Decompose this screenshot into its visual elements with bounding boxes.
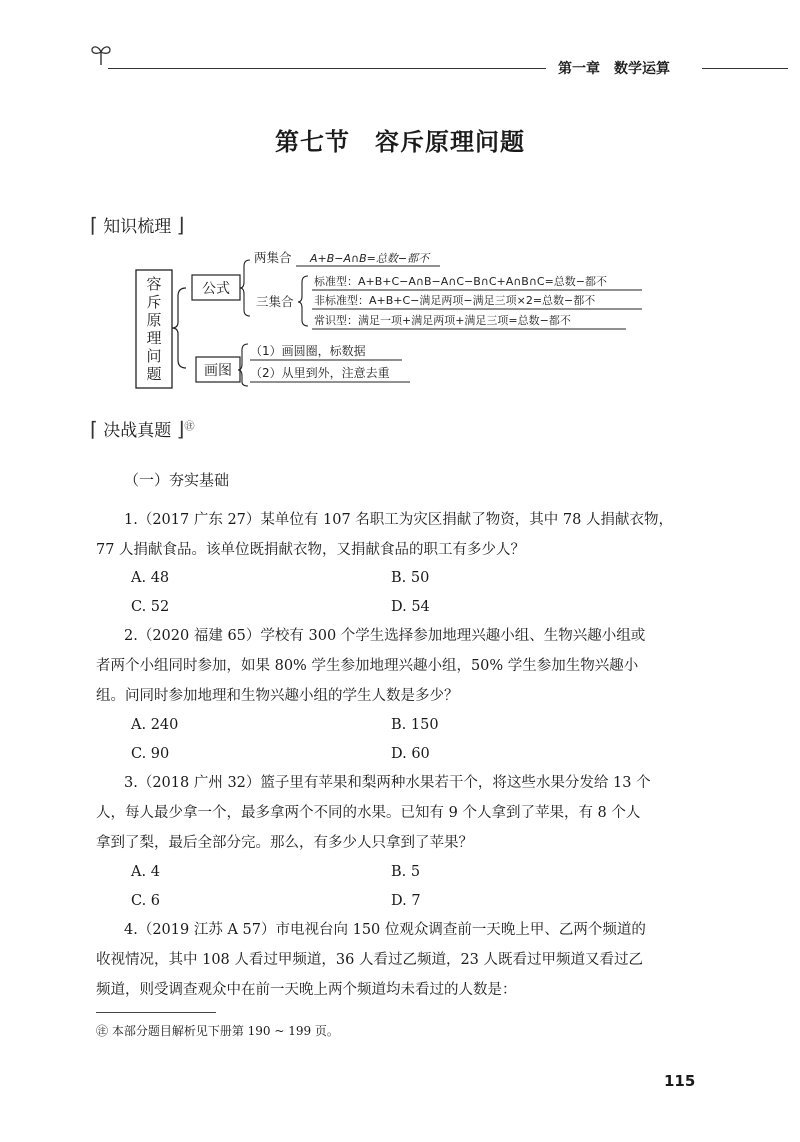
root-char: 理 xyxy=(146,329,162,347)
question-line: 频道，则受调查观众中在前一天晚上两个频道均未看过的人数是： xyxy=(96,982,517,998)
option-a: A. 48 xyxy=(131,570,170,586)
formula-brace xyxy=(240,260,250,316)
option-d: D. 54 xyxy=(391,599,430,615)
root-char: 斥 xyxy=(146,293,162,311)
page-title: 第七节 容斥原理问题 xyxy=(275,128,525,156)
option-b: B. 50 xyxy=(391,570,430,586)
question-line: 1.（2017 广东 27）某单位有 107 名职工为灾区捐献了物资，其中 78 人捐献衣物， xyxy=(124,512,673,528)
bracket-open-icon: ⌈ xyxy=(90,417,98,441)
bracket-close-icon: ⌋ xyxy=(176,417,185,441)
question-line: 77 人捐献食品。该单位既捐献衣物，又捐献食品的职工有多少人？ xyxy=(96,542,526,558)
footnote: ㊟ 本部分题目解析见下册第 190 ~ 199 页。 xyxy=(96,1024,339,1038)
common-sense-type: 常识型：满足一项+满足两项+满足三项=总数−都不 xyxy=(314,314,571,327)
three-sets-brace xyxy=(298,276,308,326)
section-heading-real-exam xyxy=(90,416,194,441)
root-char: 容 xyxy=(146,275,162,293)
two-sets-label: 两集合 xyxy=(254,250,292,265)
option-b: B. 5 xyxy=(391,864,421,880)
question-line: 3.（2018 广州 32）篮子里有苹果和梨两种水果若干个，将这些水果分发给 13 个 xyxy=(124,775,651,791)
two-sets-formula: A+B−A∩B=总数−都不 xyxy=(310,252,430,265)
header-rule-right xyxy=(702,68,788,69)
question-line: 人，每人最少拿一个，最多拿两个不同的水果。已知有 9 个人拿到了苹果，有 8 个人 xyxy=(96,805,641,821)
section-real-exam-label: 决战真题 xyxy=(103,421,172,441)
sprout-icon xyxy=(90,42,112,66)
option-d: D. 60 xyxy=(391,746,430,762)
question-line: 4.（2019 江苏 A 57）市电视台向 150 位观众调查前一天晚上甲、乙两个频道的 xyxy=(124,922,646,938)
formula-label: 公式 xyxy=(202,281,230,297)
question-line: 收视情况，其中 108 人看过甲频道，36 人看过乙频道，23 人既看过甲频道又看过乙 xyxy=(96,952,644,968)
standard-type: 标准型：A+B+C−A∩B−A∩C−B∩C+A∩B∩C=总数−都不 xyxy=(314,275,607,288)
concept-map xyxy=(120,240,660,400)
root-char: 问 xyxy=(146,347,162,365)
option-b: B. 150 xyxy=(391,717,439,733)
option-c: C. 6 xyxy=(131,893,161,909)
nonstandard-type: 非标准型：A+B+C−满足两项−满足三项×2=总数−都不 xyxy=(314,294,596,307)
section-heading-knowledge xyxy=(90,212,184,237)
running-head: 第一章 数学运算 xyxy=(558,61,670,77)
bracket-close-icon: ⌋ xyxy=(176,213,185,237)
draw-step-2: （2）从里到外，注意去重 xyxy=(250,366,390,380)
root-char: 题 xyxy=(146,365,162,383)
bracket-open-icon: ⌈ xyxy=(90,213,98,237)
option-a: A. 240 xyxy=(131,717,179,733)
option-c: C. 90 xyxy=(131,746,170,762)
three-sets-label: 三集合 xyxy=(256,294,294,309)
subsection-heading: （一）夯实基础 xyxy=(124,471,230,489)
option-a: A. 4 xyxy=(131,864,160,880)
section-knowledge-label: 知识梳理 xyxy=(103,217,172,237)
draw-label: 画图 xyxy=(204,363,232,379)
question-line: 2.（2020 福建 65）学校有 300 个学生选择参加地理兴趣小组、生物兴趣小组或 xyxy=(124,628,646,644)
page-number: 115 xyxy=(664,1072,696,1090)
footnote-marker: ㊟ xyxy=(184,421,195,433)
question-line: 拿到了梨，最后全部分完。那么，有多少人只拿到了苹果？ xyxy=(96,835,473,851)
footnote-rule xyxy=(96,1012,216,1013)
option-c: C. 52 xyxy=(131,599,170,615)
option-d: D. 7 xyxy=(391,893,421,909)
draw-step-1: （1）画圆圈，标数据 xyxy=(250,344,366,358)
root-char: 原 xyxy=(146,311,162,329)
root-brace xyxy=(172,288,186,368)
question-line: 组。问同时参加地理和生物兴趣小组的学生人数是多少？ xyxy=(96,688,459,704)
question-line: 者两个小组同时参加，如果 80% 学生参加地理兴趣小组，50% 学生参加生物兴趣小 xyxy=(96,658,639,674)
header-rule-left xyxy=(108,68,546,69)
